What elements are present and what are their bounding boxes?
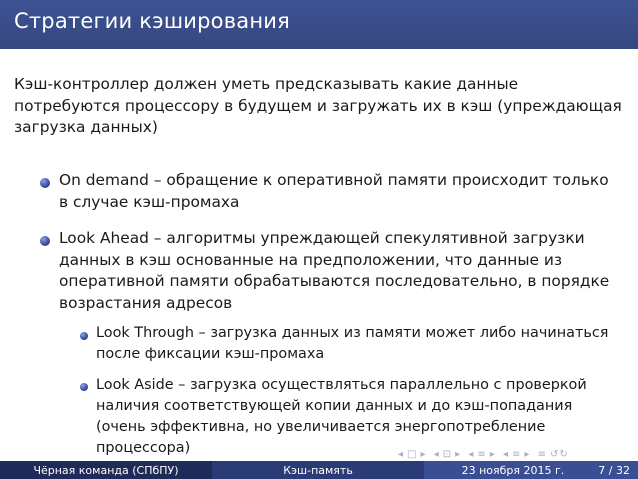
nav-prev-icon[interactable]: ◂: [398, 449, 405, 460]
nav-next-icon[interactable]: ▸: [524, 449, 531, 460]
nav-document-icon[interactable]: ≡: [512, 449, 522, 460]
footer-author: Чёрная команда (СПбПУ): [0, 461, 212, 479]
bullet-item-look-ahead: Look Ahead – алгоритмы упреждающей спекулятивной загрузки данных в кэш основанные на предположении, что данные из оперативной памяти обрабатываются последовательно, в порядке возрастания адресов: [59, 229, 610, 312]
nav-next-icon[interactable]: ▸: [455, 449, 462, 460]
nav-prev-icon[interactable]: ◂: [433, 449, 440, 460]
nav-section-icon[interactable]: ≡: [477, 449, 487, 460]
nav-next-icon[interactable]: ▸: [420, 449, 427, 460]
nav-next-icon[interactable]: ▸: [489, 449, 496, 460]
nav-prev-icon[interactable]: ◂: [502, 449, 510, 460]
nav-frame-icon[interactable]: □: [407, 449, 418, 460]
subbullet-item-look-aside: Look Aside – загрузка осуществляться параллельно с проверкой наличия соответствующей копии данных и до кэш-попадания (очень эффективна, но увеличивается энергопотребление процессора): [96, 377, 587, 456]
slide-title: Стратегии кэширования: [14, 9, 290, 33]
bullet-icon: [40, 178, 50, 188]
footer-topic: Кэш-память: [212, 461, 424, 479]
subbullet-item-look-through: Look Through – загрузка данных из памяти может либо начинаться после фиксации кэш-промаха: [96, 325, 609, 362]
footer-page-number: 7 / 32: [598, 463, 630, 477]
bullet-icon: [40, 236, 50, 246]
subbullet-icon: [80, 383, 88, 391]
bullet-item-on-demand: On demand – обращение к оперативной памяти происходит только в случае кэш-промаха: [59, 171, 609, 211]
footer-date-page: [424, 461, 638, 479]
footer-date: 23 ноября 2015 г.: [461, 463, 565, 477]
title-bar: [0, 0, 638, 49]
nav-prev-icon[interactable]: ◂: [468, 449, 475, 460]
intro-paragraph: Кэш-контроллер должен уметь предсказывать какие данные потребуются процессору в будущем и загружать их в кэш (упреждающая загрузка данных): [14, 75, 622, 136]
nav-search-icon[interactable]: ≡: [537, 449, 548, 460]
footer-bar: [0, 461, 638, 479]
nav-subsection-icon[interactable]: ⊡: [442, 449, 453, 460]
nav-back-forward-icon[interactable]: ↺↻: [550, 449, 569, 460]
subbullet-icon: [80, 332, 88, 340]
